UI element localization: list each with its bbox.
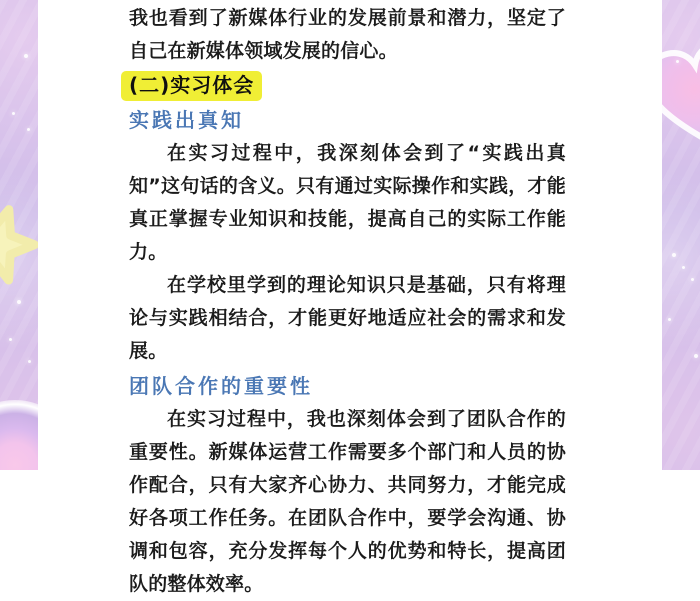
star-icon: [0, 193, 38, 294]
sparkle-icon: [28, 360, 31, 363]
sparkle-icon: [672, 253, 676, 257]
sparkle-icon: [682, 266, 685, 269]
subsection-heading-teamwork: 团队合作的重要性: [129, 374, 313, 398]
heart-glow-circle: [0, 400, 38, 470]
sparkle-icon: [676, 60, 679, 63]
paragraph: 在学校里学到的理论知识只是基础，只有将理论与实践相结合，才能更好地适应社会的需求和发展。: [129, 274, 566, 362]
heart-icon: [662, 27, 700, 169]
sparkle-icon: [24, 54, 28, 58]
section-heading-line: [129, 71, 566, 102]
section-heading-highlighted: (二)实习体会: [121, 71, 262, 101]
paragraph-intro-continuation: 我也看到了新媒体行业的发展前景和潜力，坚定了自己在新媒体领域发展的信心。: [129, 7, 566, 62]
paragraph: 在实习过程中，我也深刻体会到了团队合作的重要性。新媒体运营工作需要多个部门和人员的协作配合，只有大家齐心协力、共同努力，才能完成好各项工作任务。在团队合作中，要学会沟通、协调和包容，充分发挥每个人的优势和特长，提高团队的整体效率。: [129, 408, 566, 595]
sparkle-icon: [694, 354, 698, 358]
sparkle-icon: [27, 128, 30, 131]
sparkle-icon: [17, 300, 21, 304]
sparkle-icon: [9, 338, 12, 341]
paragraph: 在实习过程中，我深刻体会到了“实践出真知”这句话的含义。只有通过实际操作和实践，才能真正掌握专业知识和技能，提高自己的实际工作能力。: [129, 142, 566, 263]
subsection-heading-practice: 实践出真知: [129, 108, 244, 132]
decorative-border-right: [662, 0, 700, 470]
sparkle-icon: [668, 318, 671, 321]
document-page: [129, 0, 566, 601]
sparkle-icon: [691, 278, 694, 281]
sparkle-icon: [12, 112, 15, 115]
decorative-border-left: [0, 0, 38, 470]
